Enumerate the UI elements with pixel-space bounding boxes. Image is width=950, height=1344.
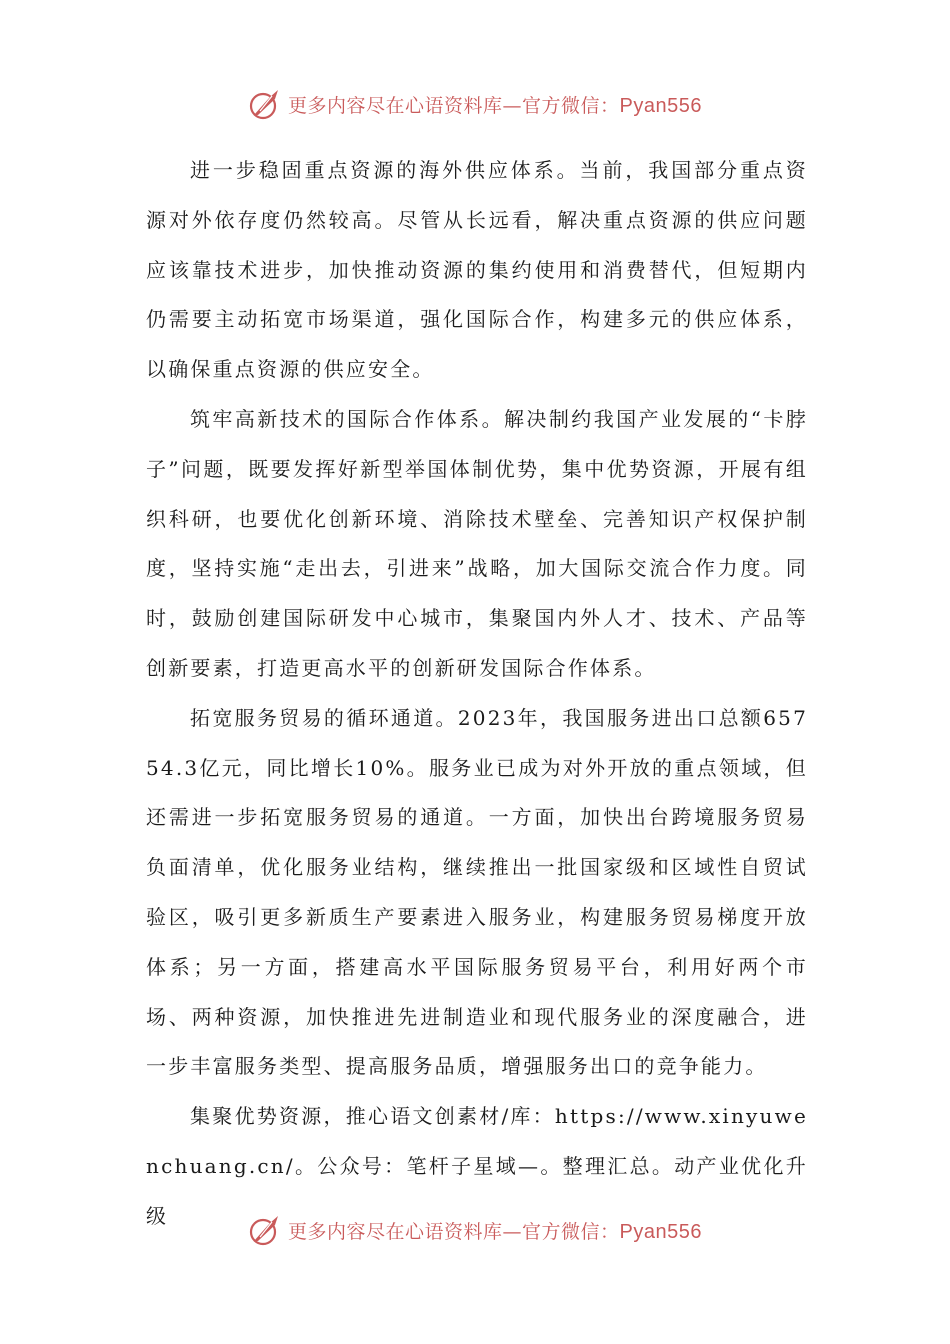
document-body <box>146 146 808 1242</box>
paragraph-resources: 集聚优势资源，推心语文创素材/库：https://www.xinyuwenchuang.cn/。公众号：笔杆子星域—。整理汇总。动产业优化升级 <box>146 1104 808 1228</box>
quill-pen-logo-icon <box>248 1213 282 1247</box>
banner-text: 更多内容尽在心语资料库—官方微信：Pyan556 <box>288 94 702 117</box>
wechat-id: Pyan556 <box>619 1220 702 1243</box>
wechat-id: Pyan556 <box>619 94 702 117</box>
paragraph-service-trade: 拓宽服务贸易的循环通道。2023年，我国服务进出口总额65754.3亿元，同比增长10%。服务业已成为对外开放的重点领域，但还需进一步拓宽服务贸易的通道。一方面，加快出台跨境服务贸易负面清单，优化服务业结构，继续推出一批国家级和区域性自贸试验区，吸引更多新质生产要素进入服务业，构建服务贸易梯度开放体系；另一方面，搭建高水平国际服务贸易平台，利用好两个市场、两种资源，加快推进先进制造业和现代服务业的深度融合，进一步丰富服务类型、提高服务品质，增强服务出口的竞争能力。 <box>146 705 808 1079</box>
paragraph-tech-cooperation: 筑牢高新技术的国际合作体系。解决制约我国产业发展的“卡脖子”问题，既要发挥好新型举国体制优势，集中优势资源，开展有组织科研，也要优化创新环境、消除技术壁垒、完善知识产权保护制度，坚持实施“走出去，引进来”战略，加大国际交流合作力度。同时，鼓励创建国际研发中心城市，集聚国内外人才、技术、产品等创新要素，打造更高水平的创新研发国际合作体系。 <box>146 406 808 680</box>
header-banner <box>0 84 950 124</box>
paragraph-supply-system: 进一步稳固重点资源的海外供应体系。当前，我国部分重点资源对外依存度仍然较高。尽管从长远看，解决重点资源的供应问题应该靠技术进步，加快推动资源的集约使用和消费替代，但短期内仍需要主动拓宽市场渠道，强化国际合作，构建多元的供应体系，以确保重点资源的供应安全。 <box>146 158 808 382</box>
quill-pen-logo-icon <box>248 87 282 121</box>
banner-text: 更多内容尽在心语资料库—官方微信：Pyan556 <box>288 1220 702 1243</box>
footer-banner <box>0 1210 950 1250</box>
